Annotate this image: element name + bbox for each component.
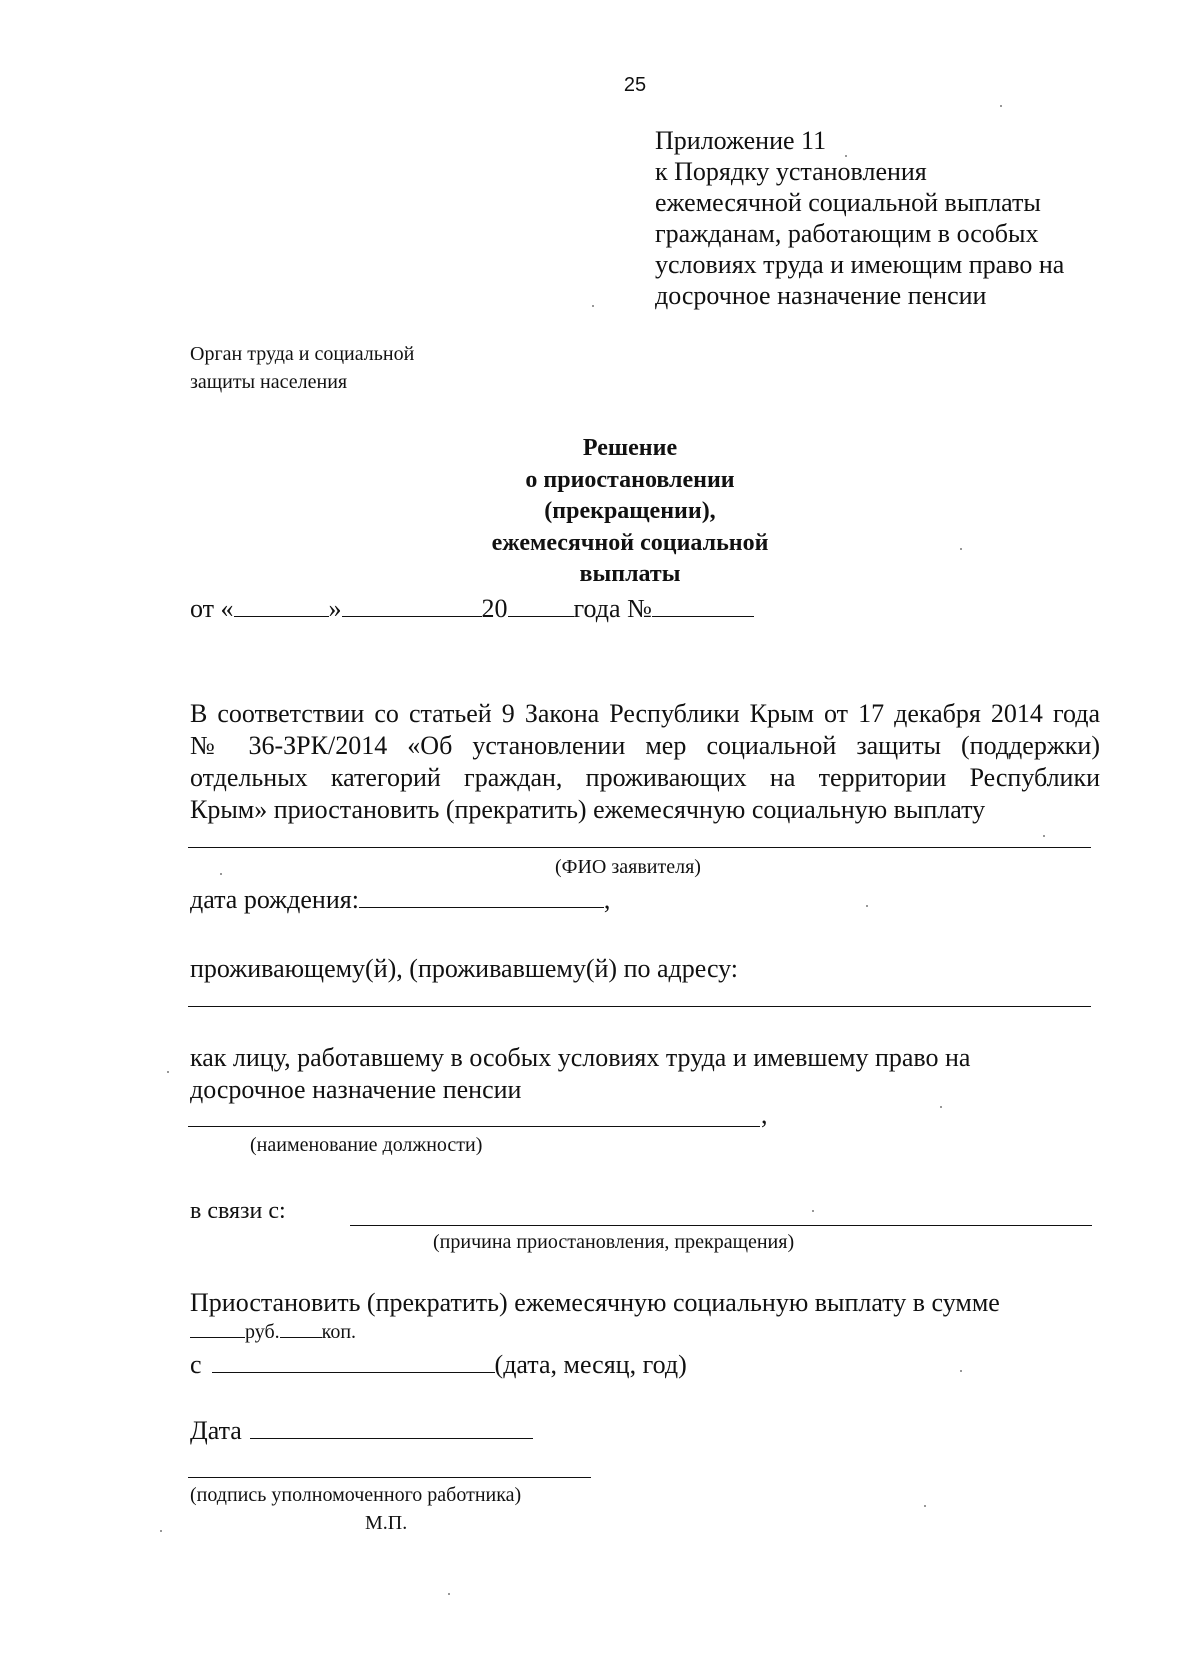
title-line: ежемесячной социальной <box>491 529 769 556</box>
legal-basis-paragraph <box>190 698 1100 826</box>
scan-speck <box>960 548 962 550</box>
amount-row <box>190 1319 356 1344</box>
appendix-line: гражданам, работающим в особых <box>655 219 1039 248</box>
decision-number-blank[interactable] <box>652 594 754 617</box>
address-label: проживающему(й), (проживавшему(й) по адресу: <box>190 954 739 983</box>
fio-caption: (ФИО заявителя) <box>555 856 701 878</box>
day-blank[interactable] <box>234 594 329 617</box>
birth-date-comma: , <box>603 885 611 914</box>
organization-line: защиты населения <box>190 371 348 393</box>
organization-line: Орган труда и социальной <box>190 343 415 365</box>
scan-speck <box>924 1505 926 1507</box>
signature-line[interactable] <box>188 1477 591 1478</box>
scan-speck <box>167 1071 169 1073</box>
document-title <box>360 433 900 591</box>
stamp-label: М.П. <box>365 1512 408 1534</box>
page-number: 25 <box>623 74 647 96</box>
address-line[interactable] <box>188 1006 1091 1007</box>
position-line: как лицу, работавшему в особых условиях труда и имевшему право на <box>190 1043 971 1072</box>
scan-speck <box>1043 835 1045 837</box>
reason-caption: (причина приостановления, прекращения) <box>433 1231 795 1253</box>
position-paragraph <box>190 1042 970 1106</box>
title-line: о приостановлении <box>525 466 735 493</box>
appendix-line: досрочное назначение пенсии <box>655 281 987 310</box>
fio-line[interactable] <box>188 847 1091 848</box>
scan-speck <box>448 1593 450 1595</box>
legal-line: В соответствии со статьей 9 Закона Республики Крым от 17 декабря 2014 года <box>190 699 1100 728</box>
reason-label: в связи с: <box>190 1198 286 1224</box>
scan-speck <box>940 1106 942 1108</box>
birth-date-row <box>190 885 610 915</box>
birth-date-label: дата рождения: <box>190 885 359 914</box>
date-field-row <box>190 1416 533 1446</box>
appendix-line: ежемесячной социальной выплаты <box>655 188 1041 217</box>
year-prefix: 20 <box>481 594 508 623</box>
appendix-line: к Порядку установления <box>655 157 927 186</box>
scan-speck <box>160 1530 162 1532</box>
year-blank[interactable] <box>508 594 574 617</box>
rub-label: руб. <box>245 1321 280 1343</box>
signature-caption: (подпись уполномоченного работника) <box>190 1484 522 1506</box>
position-name-line[interactable] <box>188 1126 760 1127</box>
appendix-header <box>655 125 1135 311</box>
from-date-suffix: (дата, месяц, год) <box>494 1350 687 1379</box>
date-field-blank[interactable] <box>250 1416 533 1439</box>
legal-line: отдельных категорий граждан, проживающих на территории Республики <box>190 763 1100 792</box>
rub-blank[interactable] <box>190 1319 245 1338</box>
legal-line: Крым» приостановить (прекратить) ежемесячную социальную выплату <box>190 795 986 824</box>
date-field-label: Дата <box>190 1416 242 1445</box>
scan-speck <box>812 1210 814 1212</box>
position-comma: , <box>761 1100 768 1129</box>
from-date-prefix: с <box>190 1350 202 1379</box>
position-caption: (наименование должности) <box>250 1134 483 1156</box>
month-blank[interactable] <box>342 594 482 617</box>
scan-speck <box>220 873 222 875</box>
from-date-blank[interactable] <box>212 1350 495 1373</box>
kop-label: коп. <box>321 1321 357 1343</box>
reason-line[interactable] <box>350 1225 1092 1226</box>
birth-date-blank[interactable] <box>359 885 604 908</box>
decision-date-row <box>190 594 754 624</box>
kop-blank[interactable] <box>280 1319 322 1338</box>
title-line: выплаты <box>579 561 681 587</box>
scan-speck <box>866 905 868 907</box>
title-line: Решение <box>582 435 678 461</box>
scan-speck <box>960 1370 962 1372</box>
title-line: (прекращении), <box>544 498 716 524</box>
year-suffix-number-label: года № <box>573 594 652 623</box>
from-date-row <box>190 1350 687 1380</box>
appendix-line: условиях труда и имеющим право на <box>655 250 1065 279</box>
scan-speck <box>1000 105 1002 107</box>
appendix-line: Приложение 11 <box>655 126 827 155</box>
amount-text: Приостановить (прекратить) ежемесячную социальную выплату в сумме <box>190 1288 1000 1317</box>
organization-label <box>190 340 414 396</box>
legal-line: № 36-ЗРК/2014 «Об установлении мер социальной защиты (поддержки) <box>190 731 1100 760</box>
date-close-quote: » <box>328 594 342 623</box>
scan-speck <box>592 305 594 307</box>
scan-speck <box>845 155 847 157</box>
position-line: досрочное назначение пенсии <box>190 1075 522 1104</box>
date-from-label: от « <box>190 594 234 623</box>
